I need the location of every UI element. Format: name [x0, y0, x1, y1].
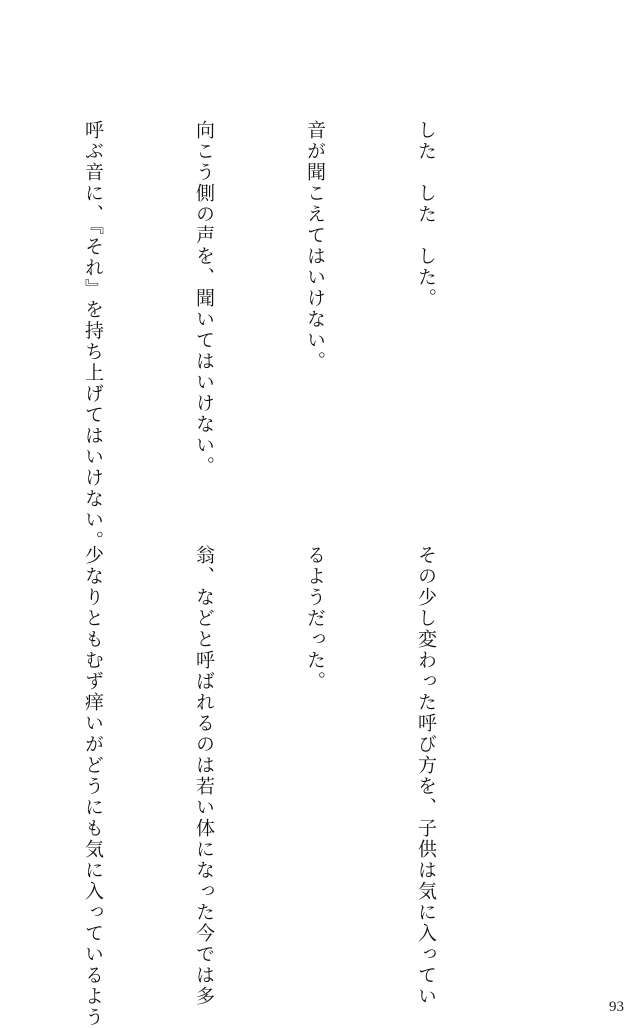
text-line: その少し変わった呼び方を、子供は気に入ってい: [415, 545, 437, 1007]
text-line: した した した。: [415, 120, 437, 309]
text-line: 少なりともむず痒いがどうにも気に入っているよう: [82, 545, 104, 1028]
bottom-text-block: [0, 545, 518, 1028]
top-text-block: [0, 120, 518, 552]
text-line: るようだった。: [304, 545, 326, 692]
page-number: 93: [609, 999, 624, 1015]
text-line: 翁、などと呼ばれるのは若い体になった今では多: [193, 545, 215, 1007]
text-line: 向こう側の声を、聞いてはいけない。: [193, 120, 215, 477]
text-line: 音が聞こえてはいけない。: [304, 120, 326, 372]
text-line: 呼ぶ音に、『それ』を持ち上げてはいけない。: [82, 120, 104, 552]
